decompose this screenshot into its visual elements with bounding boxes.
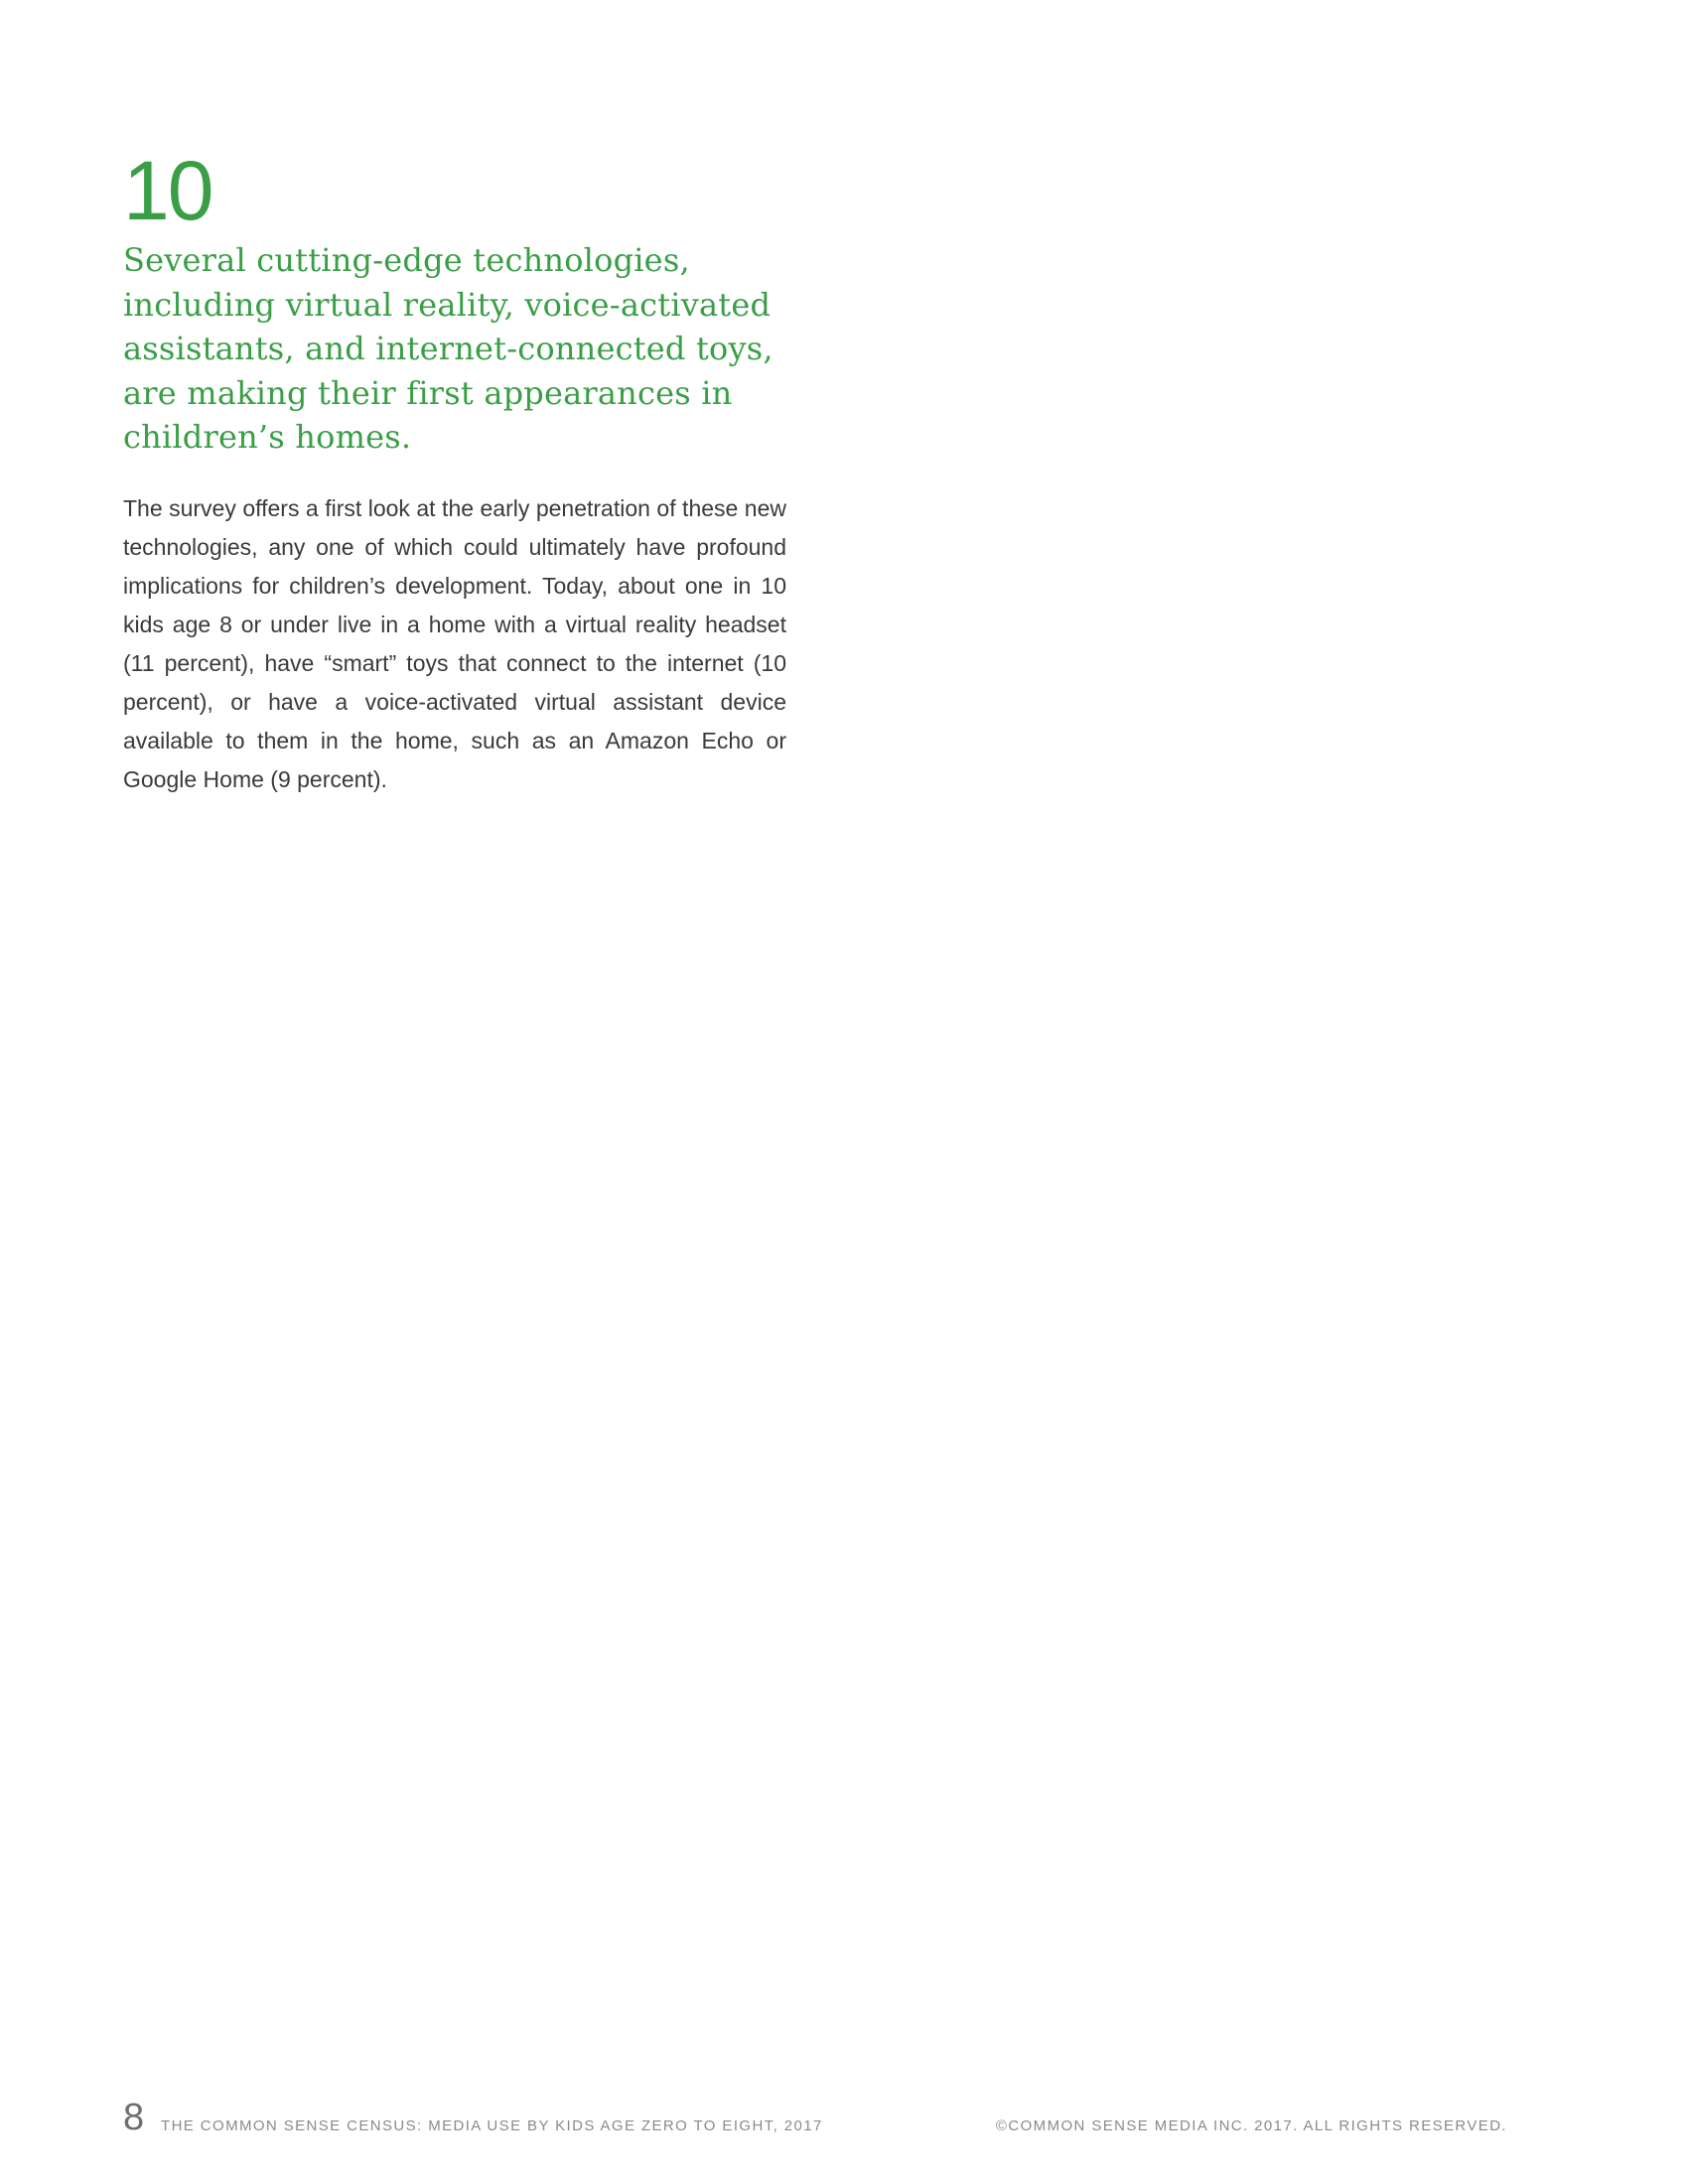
footer-copyright: ©COMMON SENSE MEDIA INC. 2017. ALL RIGHTS RESERVED. — [995, 2117, 1507, 2134]
finding-body-paragraph: The survey offers a first look at the early penetration of these new technologies, any one of which could ultimately have profound implications for children’s development. Today, about one in 10 kids age 8 or under live in a home with a virtual reality headset (11 percent), have “smart” toys that connect to the internet (10 percent), or have a voice-activated virtual assistant device available to them in the home, such as an Amazon Echo or Google Home (9 percent). — [123, 494, 786, 792]
footer-report-title: THE COMMON SENSE CENSUS: MEDIA USE BY KIDS AGE ZERO TO EIGHT, 2017 — [161, 2117, 823, 2134]
finding-number: 10 — [123, 144, 212, 237]
page-number: 8 — [123, 2097, 145, 2138]
page-footer — [123, 2097, 1507, 2142]
key-finding-section — [123, 144, 788, 799]
finding-headline: Several cutting-edge technologies, including virtual reality, voice-activated assistants, and internet-connected toys, are making their first appearances in children’s homes. — [123, 241, 774, 456]
